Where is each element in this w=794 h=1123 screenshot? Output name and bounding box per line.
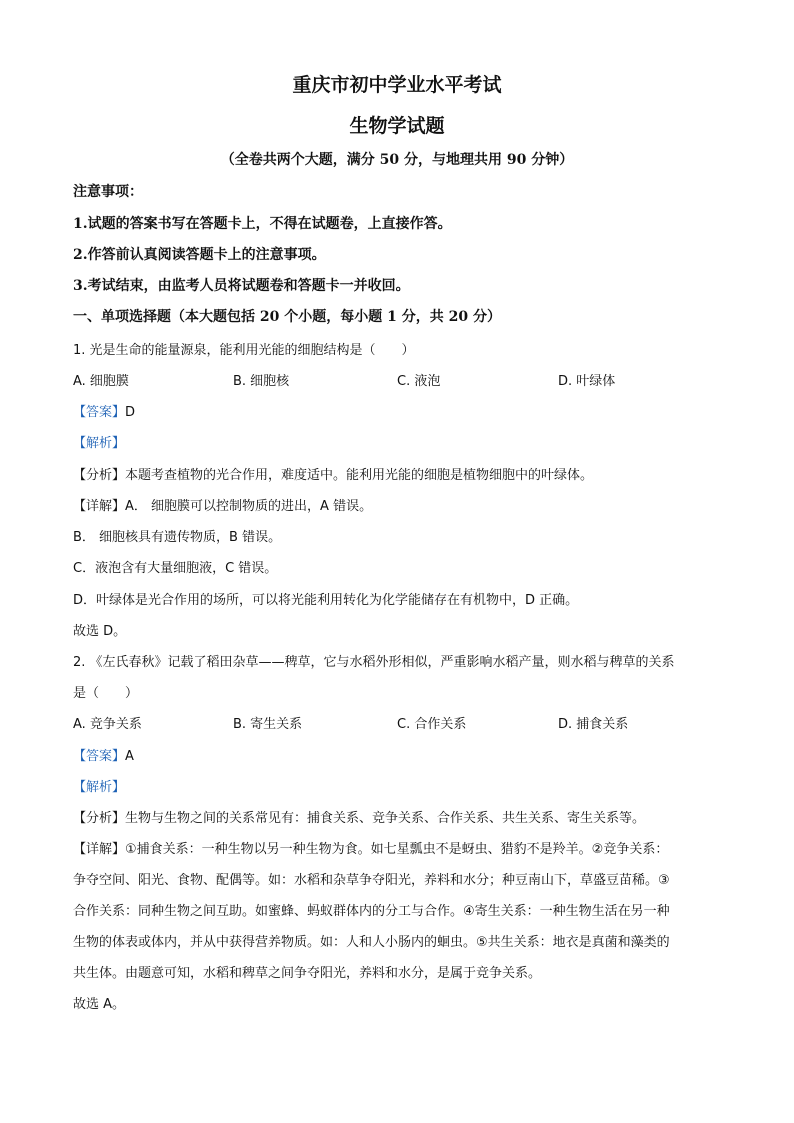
fenxi-tag: 【分析】 xyxy=(73,468,126,483)
q1-option-c: C. 液泡 xyxy=(397,374,441,389)
q1-option-d: D. 叶绿体 xyxy=(558,374,616,389)
notice-heading: 注意事项： xyxy=(73,184,143,200)
q2-option-b: B. 寄生关系 xyxy=(233,717,303,732)
q1-detail-d: D．叶绿体是光合作用的场所，可以将光能利用转化为化学能储存在有机物中，D 正确。 xyxy=(73,593,579,608)
q2-fenxi xyxy=(73,807,645,826)
xiangjie-tag: 【详解】 xyxy=(73,842,126,857)
fenxi-text: 本题考查植物的光合作用，难度适中。能利用光能的细胞是植物细胞中的叶绿体。 xyxy=(125,468,594,483)
q2-analysis-tag: 【解析】 xyxy=(73,780,126,795)
q1-analysis-tag: 【解析】 xyxy=(73,436,126,451)
answer-value: D xyxy=(125,405,136,420)
exam-note: （全卷共两个大题，满分 50 分，与地理共用 90 分钟） xyxy=(220,152,574,168)
detail-text: A． 细胞膜可以控制物质的进出，A 错误。 xyxy=(125,499,373,514)
question-1-stem: 1. 光是生命的能量源泉，能利用光能的细胞结构是（ ） xyxy=(73,343,415,358)
answer-tag: 【答案】 xyxy=(73,749,126,764)
q2-detail-line-2: 争夺空间、阳光、食物、配偶等。如：水稻和杂草争夺阳光，养料和水分；种豆南山下，草盛豆苗稀。③ xyxy=(73,873,670,888)
q2-option-c: C. 合作关系 xyxy=(397,717,467,732)
xiangjie-tag: 【详解】 xyxy=(73,499,126,514)
q2-option-d: D. 捕食关系 xyxy=(558,717,629,732)
notice-item-3: 3.考试结束，由监考人员将试题卷和答题卡一并收回。 xyxy=(73,278,410,294)
question-2-stem-line1: 2. 《左氏春秋》记载了稻田杂草——稗草，它与水稻外形相似，严重影响水稻产量，则水稻与稗草的关系 xyxy=(73,655,675,670)
q2-detail-line-5: 共生体。由题意可知，水稻和稗草之间争夺阳光，养料和水分，是属于竞争关系。 xyxy=(73,966,542,981)
q2-detail-line-3: 合作关系：同种生物之间互助。如蜜蜂、蚂蚁群体内的分工与合作。④寄生关系：一种生物生活在另一种 xyxy=(73,904,670,919)
q1-detail-a xyxy=(73,495,372,514)
question-2-stem-line2: 是（ ） xyxy=(73,686,139,701)
q2-detail-line-4: 生物的体表或体内，并从中获得营养物质。如：人和人小肠内的蛔虫。⑤共生关系：地衣是真菌和藻类的 xyxy=(73,935,670,950)
exam-title: 重庆市初中学业水平考试 xyxy=(292,74,502,96)
notice-item-2: 2.作答前认真阅读答题卡上的注意事项。 xyxy=(73,247,326,263)
fenxi-tag: 【分析】 xyxy=(73,811,126,826)
detail-text: ①捕食关系：一种生物以另一种生物为食。如七星瓢虫不是蚜虫、猎豹不是羚羊。②竞争关系： xyxy=(125,842,669,857)
answer-value: A xyxy=(125,749,134,764)
answer-tag: 【答案】 xyxy=(73,405,126,420)
notice-item-1: 1.试题的答案书写在答题卡上，不得在试题卷，上直接作答。 xyxy=(73,216,452,232)
q2-answer xyxy=(73,745,134,764)
q1-fenxi xyxy=(73,464,593,483)
q1-answer xyxy=(73,401,135,420)
q2-option-a: A. 竞争关系 xyxy=(73,717,142,732)
q1-detail-b: B． 细胞核具有遗传物质，B 错误。 xyxy=(73,530,282,545)
q1-detail-c: C．液泡含有大量细胞液，C 错误。 xyxy=(73,561,278,576)
section-heading: 一、单项选择题（本大题包括 20 个小题，每小题 1 分，共 20 分） xyxy=(73,309,501,325)
q2-detail-line-1 xyxy=(73,838,668,857)
q2-conclusion: 故选 A。 xyxy=(73,997,126,1012)
q1-option-a: A. 细胞膜 xyxy=(73,374,129,389)
subject-title: 生物学试题 xyxy=(349,115,445,137)
fenxi-text: 生物与生物之间的关系常见有：捕食关系、竞争关系、合作关系、共生关系、寄生关系等。 xyxy=(125,811,646,826)
q1-conclusion: 故选 D。 xyxy=(73,624,127,639)
q1-option-b: B. 细胞核 xyxy=(233,374,290,389)
